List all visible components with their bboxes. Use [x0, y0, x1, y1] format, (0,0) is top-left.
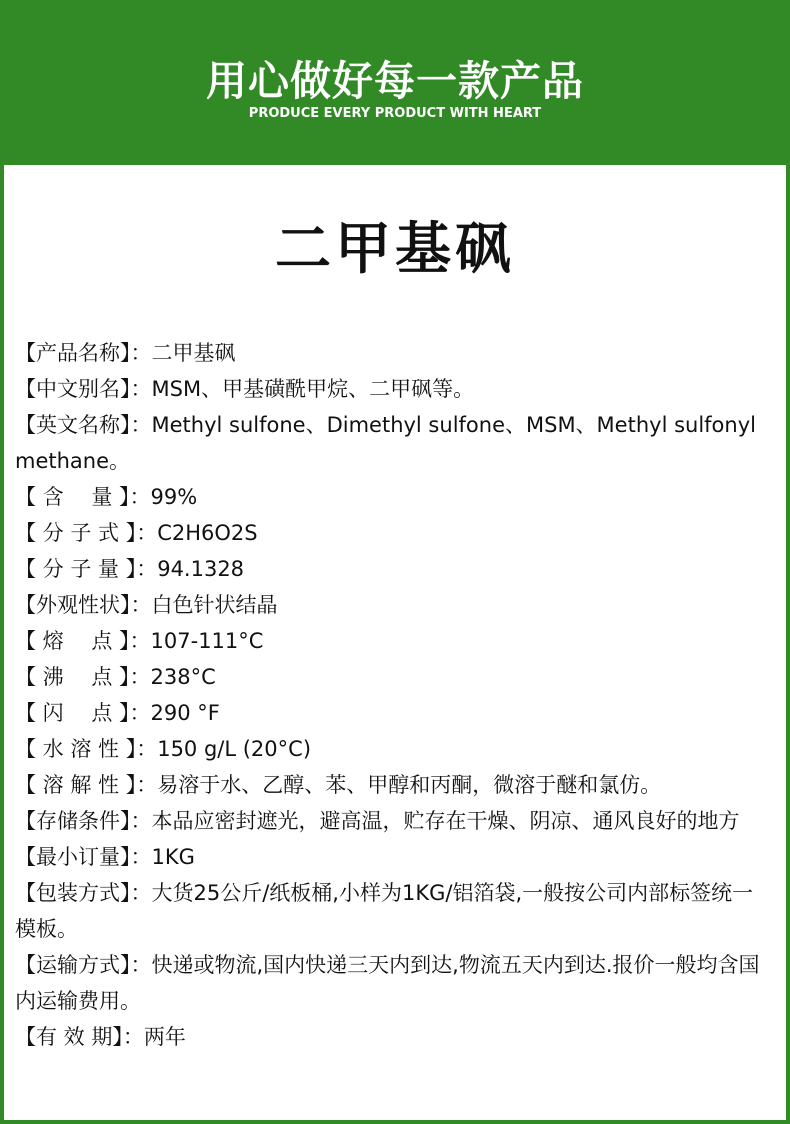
product-title: 二甲基砜 — [275, 217, 515, 282]
spec-label: 【有 效 期】： — [15, 1025, 144, 1049]
spec-row — [15, 1019, 774, 1055]
spec-row — [15, 371, 774, 407]
spec-value: 1KG — [151, 845, 195, 869]
spec-row — [15, 479, 774, 515]
header-banner — [0, 0, 790, 165]
spec-value: 94.1328 — [157, 557, 245, 581]
spec-label: 【 分 子 量 】： — [15, 557, 158, 581]
spec-label: 【 水 溶 性 】： — [15, 737, 158, 761]
content-panel — [4, 165, 786, 1120]
spec-row — [15, 515, 774, 551]
spec-row — [15, 695, 774, 731]
spec-label: 【英文名称】： — [15, 413, 152, 437]
spec-label: 【 溶 解 性 】： — [15, 773, 158, 797]
spec-label: 【产品名称】： — [15, 341, 152, 365]
spec-row — [15, 335, 774, 371]
spec-value: C2H6O2S — [157, 521, 258, 545]
spec-list — [15, 335, 774, 1055]
spec-value: 238°C — [150, 665, 216, 689]
spec-row — [15, 407, 774, 479]
spec-label: 【 沸 点 】： — [15, 665, 151, 689]
spec-row — [15, 803, 774, 839]
spec-value: 107-111°C — [150, 629, 264, 653]
spec-value: Methyl sulfone、Dimethyl sulfone、MSM、Methyl sulfonyl methane。 — [15, 413, 756, 473]
spec-label: 【 分 子 式 】： — [15, 521, 158, 545]
spec-value: 150 g/L (20°C) — [157, 737, 312, 761]
spec-label: 【中文别名】： — [15, 377, 152, 401]
spec-row — [15, 587, 774, 623]
spec-row — [15, 947, 774, 1019]
spec-value: 290 °F — [150, 701, 220, 725]
spec-row — [15, 875, 774, 947]
spec-label: 【 熔 点 】： — [15, 629, 151, 653]
spec-row — [15, 551, 774, 587]
spec-value: 二甲基砜 — [151, 341, 236, 365]
spec-label: 【 闪 点 】： — [15, 701, 151, 725]
spec-value: 白色针状结晶 — [151, 593, 278, 617]
spec-value: 本品应密封遮光，避高温，贮存在干燥、阴凉、通风良好的地方 — [151, 809, 740, 833]
spec-label: 【外观性状】： — [15, 593, 152, 617]
slogan-english: PRODUCE EVERY PRODUCT WITH HEART — [248, 106, 542, 121]
spec-row — [15, 623, 774, 659]
spec-label: 【 含 量 】： — [15, 485, 151, 509]
slogan: 用心做好每一款产品 — [206, 57, 584, 105]
spec-value: 易溶于水、乙醇、苯、甲醇和丙酮，微溶于醚和氯仿。 — [157, 773, 662, 797]
spec-label: 【包装方式】： — [15, 881, 152, 905]
spec-value: 两年 — [143, 1025, 186, 1049]
spec-row — [15, 839, 774, 875]
spec-value: 99% — [150, 485, 198, 509]
spec-label: 【最小订量】： — [15, 845, 152, 869]
spec-row — [15, 659, 774, 695]
spec-row — [15, 767, 774, 803]
spec-value: 大货25公斤/纸板桶,小样为1KG/铝箔袋,一般按公司内部标签统一模板。 — [15, 881, 754, 941]
spec-row — [15, 731, 774, 767]
spec-value: 快递或物流,国内快递三天内到达,物流五天内到达.报价一般均含国内运输费用。 — [15, 953, 760, 1013]
spec-label: 【运输方式】： — [15, 953, 152, 977]
spec-value: MSM、甲基磺酰甲烷、二甲砜等。 — [151, 377, 475, 401]
spec-label: 【存储条件】： — [15, 809, 152, 833]
